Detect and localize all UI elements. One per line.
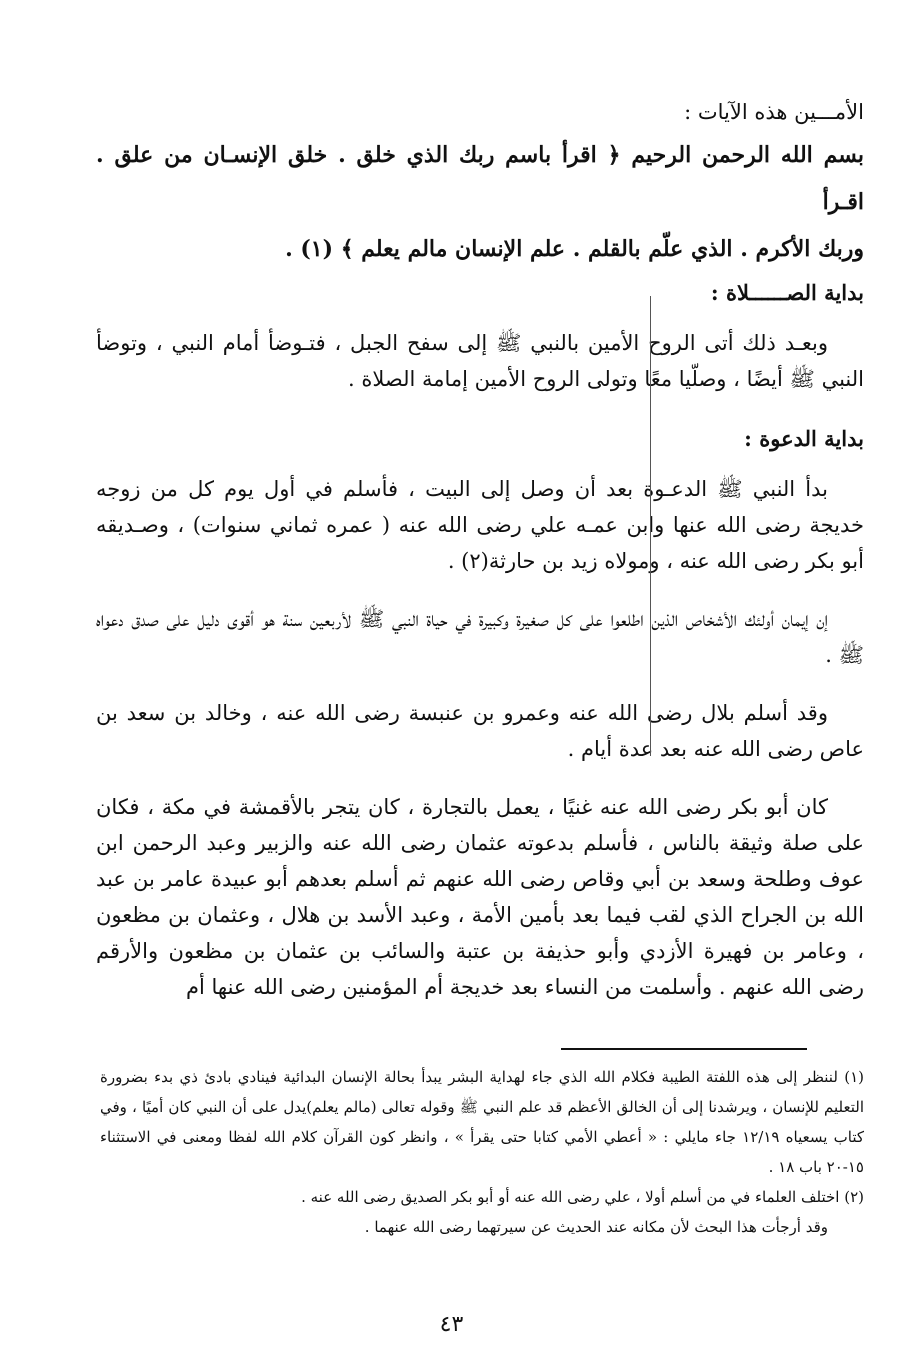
- paragraph-abu-bakr: كان أبو بكر رضى الله عنه غنيًا ، يعمل بالتجارة ، كان يتجر بالأقمشة في مكة ، فكان على صلة وثيقة بالناس ، فأسلم بدعوته عثمان رضى الله عنه والزبير وعبد الرحمن ابن عوف وطلحة وسعد بن أبي وقاص رضى الله عنهم ثم أسلم بعدهم أبو عبيدة عامر بن عبد الله بن الجراح الذي لقب فيما بعد بأمين الأمة ، وعبد الأسد بن هلال ، وعثمان بن مظعون ، وعامر بن فهيرة الأزدي وأبو حذيفة بن عتبة والسائب بن عثمان بن مظعون والأرقم رضى الله عنهم . وأسلمت من النساء بعد خديجة أم المؤمنين رضى الله عنها أم: [96, 795, 864, 999]
- quran-verse: [96, 132, 864, 273]
- intro-line: الأمـــين هذه الآيات :: [684, 100, 864, 124]
- verse-line-2: وربك الأكرم . الذي علّم بالقلم . علم الإنسان مالم يعلم ﴾ (١) .: [285, 236, 864, 262]
- section-heading-prayer: بداية الصــــــلاة :: [710, 280, 864, 305]
- footnotes: [100, 1062, 864, 1242]
- footnote-2: (٢) اختلف العلماء في من أسلم أولا ، علي رضى الله عنه أو أبو بكر الصديق رضى الله عنه .: [301, 1188, 864, 1206]
- scan-artifact-line: [650, 296, 651, 756]
- page-number: ٤٣: [439, 1312, 464, 1337]
- paragraph-prayer: وبعـد ذلك أتى الروح الأمين بالنبي ﷺ إلى سفح الجبل ، فتـوضأ أمام النبي ، وتوضأ النبي ﷺ أيضًا ، وصلّيا معًا وتولى الروح الأمين إمامة الصلاة .: [96, 331, 864, 391]
- paragraph-bilal: وقد أسلم بلال رضى الله عنه وعمرو بن عنبسة رضى الله عنه ، وخالد بن سعد بن عاص رضى الله عنه بعد عدة أيام .: [96, 701, 864, 761]
- page-body: [96, 92, 864, 1027]
- footnote-divider: [561, 1048, 807, 1050]
- paragraph-faith-proof: إن إيمان أولئك الأشخاص الذين اطلعوا على كل صغيرة وكبيرة في حياة النبي ﷺ لأربعين سنة هو أقوى دليل على صدق دعواه ﷺ .: [96, 607, 864, 667]
- verse-line-1: بسم الله الرحمن الرحيم ﴿ اقرأ باسم ربك الذي خلق . خلق الإنسـان من علق . اقـرأ: [96, 142, 864, 215]
- footnote-2-continuation: وقد أرجأت هذا البحث لأن مكانه عند الحديث عن سيرتهما رضى الله عنهما .: [364, 1218, 828, 1236]
- paragraph-first-converts: بدأ النبي ﷺ الدعـوة بعد أن وصل إلى البيت ، فأسلم في أول يوم كل من زوجه خديجة رضى الله عنها وابن عمـه علي رضى الله عنه ( عمره ثماني سنوات) ، وصـديقه أبو بكر رضى الله عنه ، ومولاه زيد بن حارثة(٢) .: [96, 477, 864, 573]
- section-heading-dawah: بداية الدعوة :: [744, 426, 864, 451]
- footnote-1: (١) لننظر إلى هذه اللفتة الطيبة فكلام الله الذي جاء لهداية البشر يبدأ بحالة الإنسان البدائية فينادي بادئ ذي بدء بضرورة التعليم للإنسان ، ويرشدنا إلى أن الخالق الأعظم قد علم النبي ﷺ وقوله تعالى (مالم يعلم)يدل على أن النبي كان أميًا ، وفي كتاب يسعياه ١٢/١٩ جاء مايلي : « أعطي الأمي كتابا حتى يقرأ » ، وانظر كون القرآن كلام الله لفظا ومعنى في الاستثناء ١٥-٢٠ باب ١٨ .: [100, 1068, 864, 1176]
